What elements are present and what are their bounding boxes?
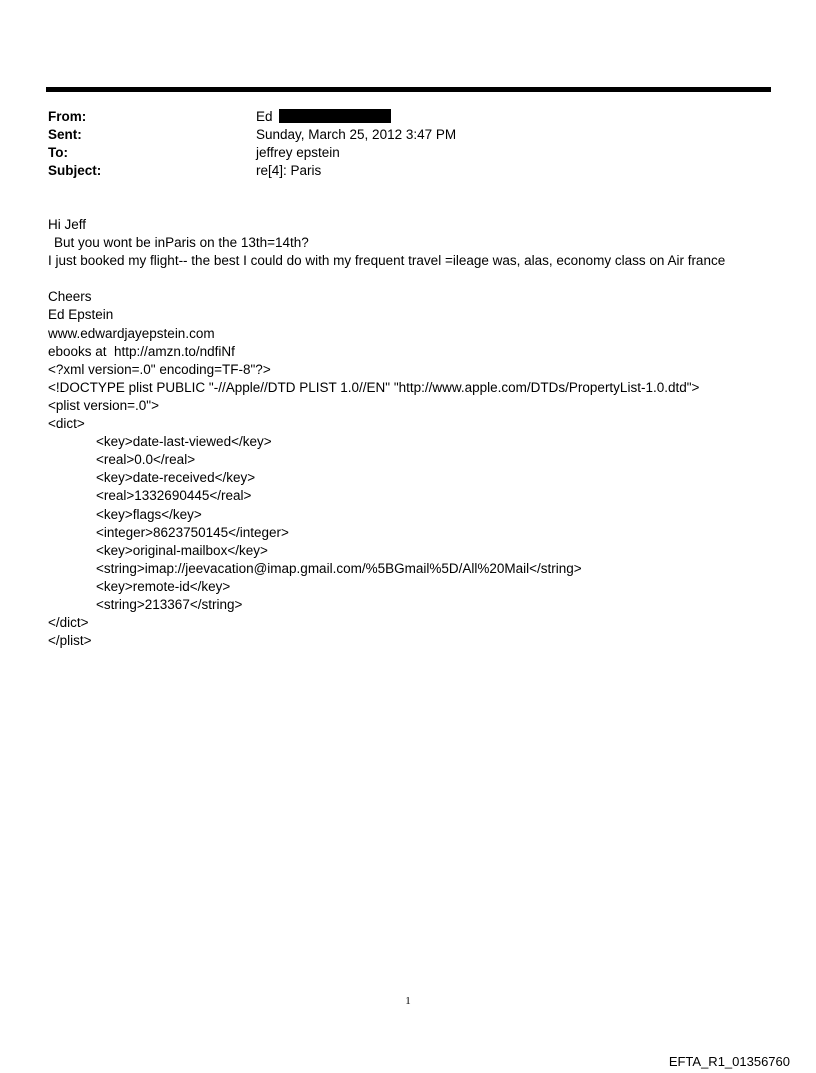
doctype-line: <!DOCTYPE plist PUBLIC "-//Apple//DTD PLIST 1.0//EN" "http://www.apple.com/DTDs/PropertyList-1.0.dtd"> — [48, 379, 700, 395]
email-headers — [48, 108, 748, 180]
blank-line — [48, 270, 788, 288]
from-label: From: — [48, 109, 87, 124]
top-rule — [46, 87, 771, 92]
redaction-block — [279, 109, 391, 123]
dict-line: <real>0.0</real> — [96, 452, 196, 468]
signature-website: www.edwardjayepstein.com — [48, 325, 215, 341]
dict-line: <key>original-mailbox</key> — [96, 542, 268, 558]
email-body — [48, 216, 788, 650]
dict-line: <integer>8623750145</integer> — [96, 524, 289, 540]
dict-line: <string>imap://jeevacation@imap.gmail.com/%5BGmail%5D/All%20Mail</string> — [96, 560, 582, 576]
dict-line: <key>date-received</key> — [96, 470, 256, 486]
signature-ebooks: ebooks at http://amzn.to/ndfiNf — [48, 343, 235, 359]
body-line: I just booked my flight-- the best I could do with my frequent travel =ileage was, alas, economy class on Air france — [48, 253, 726, 269]
dict-line: <real>1332690445</real> — [96, 488, 252, 504]
to-value: jeffrey epstein — [256, 145, 340, 160]
xml-declaration: <?xml version=.0" encoding=TF-8"?> — [48, 361, 271, 377]
dict-close: </dict> — [48, 615, 89, 631]
sent-value: Sunday, March 25, 2012 3:47 PM — [256, 127, 457, 142]
subject-row — [48, 162, 748, 180]
signature-name: Ed Epstein — [48, 307, 114, 323]
page-number: 1 — [405, 995, 411, 1007]
from-name: Ed — [256, 109, 273, 124]
body-line: But you wont be inParis on the 13th=14th? — [54, 235, 309, 251]
dict-line: <key>flags</key> — [96, 506, 202, 522]
dict-line: <key>date-last-viewed</key> — [96, 434, 272, 450]
dict-line: <string>213367</string> — [96, 596, 243, 612]
dict-open: <dict> — [48, 416, 85, 432]
dict-line: <key>remote-id</key> — [96, 578, 231, 594]
to-row — [48, 144, 748, 162]
plist-open: <plist version=.0"> — [48, 397, 159, 413]
sent-label: Sent: — [48, 127, 82, 142]
subject-label: Subject: — [48, 163, 102, 178]
from-row — [48, 108, 748, 126]
greeting: Hi Jeff — [48, 217, 87, 232]
bates-number: EFTA_R1_01356760 — [668, 1054, 790, 1069]
sent-row — [48, 126, 748, 144]
subject-value: re[4]: Paris — [256, 163, 322, 178]
plist-close: </plist> — [48, 633, 92, 649]
to-label: To: — [48, 145, 68, 160]
closing: Cheers — [48, 289, 92, 305]
from-value — [256, 108, 391, 126]
